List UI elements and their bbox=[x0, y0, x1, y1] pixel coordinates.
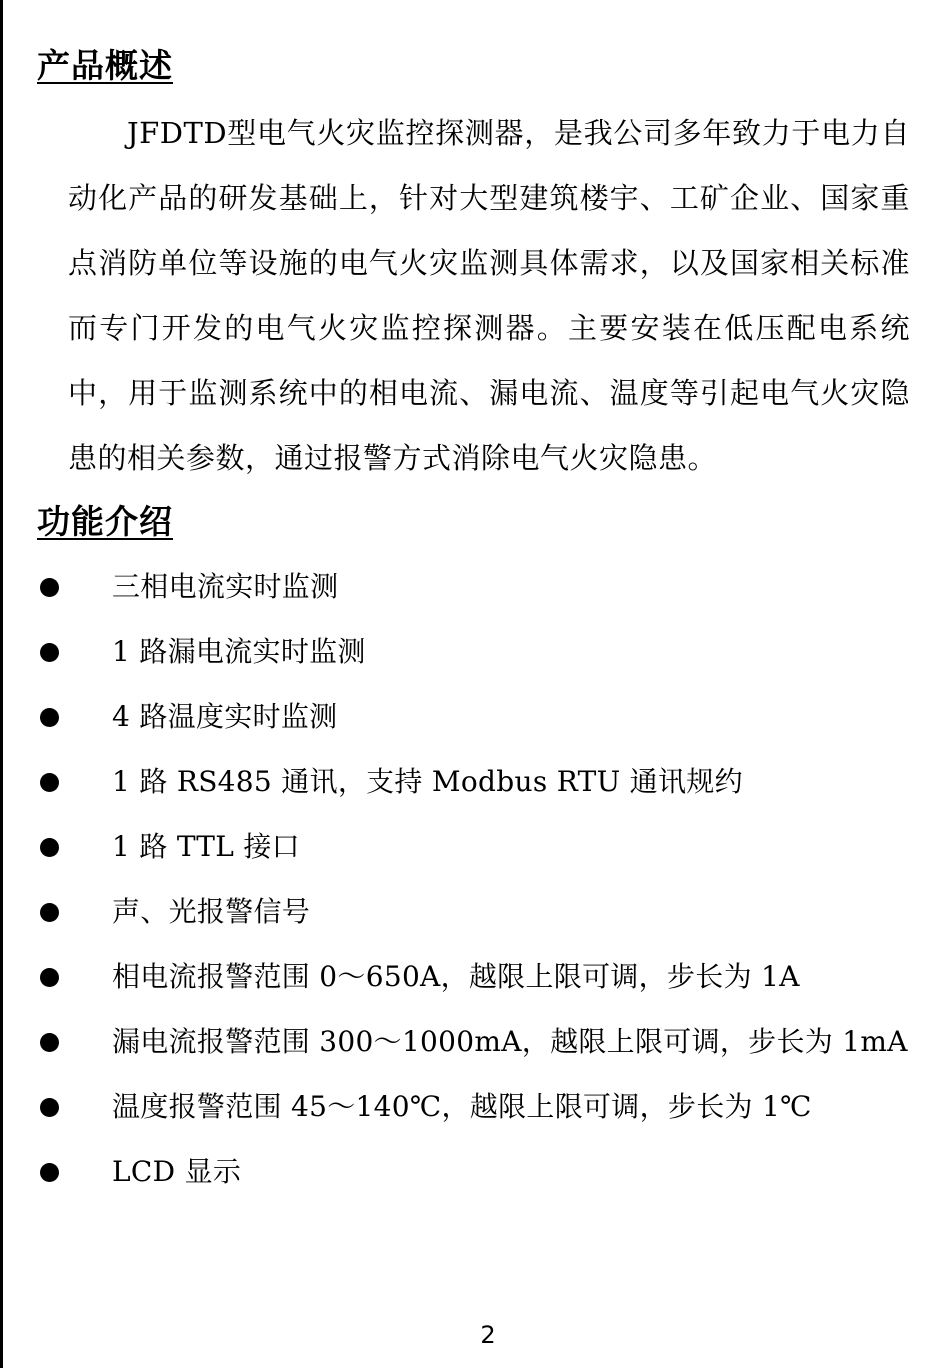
bullet-dot-icon bbox=[40, 708, 59, 727]
page-number: 2 bbox=[480, 1321, 496, 1349]
list-item bbox=[0, 555, 941, 620]
list-item bbox=[0, 1140, 941, 1205]
list-item bbox=[0, 880, 941, 945]
feature-text: 1 路 TTL 接口 bbox=[112, 830, 300, 863]
list-item bbox=[0, 1010, 941, 1075]
bullet-dot-icon bbox=[40, 643, 59, 662]
feature-text: 1 路漏电流实时监测 bbox=[112, 635, 366, 668]
feature-text: 1 路 RS485 通讯，支持 Modbus RTU 通讯规约 bbox=[112, 765, 743, 798]
feature-text: 温度报警范围 45～140℃，越限上限可调，步长为 1℃ bbox=[112, 1090, 812, 1123]
feature-text: 漏电流报警范围 300～1000mA，越限上限可调，步长为 1mA bbox=[112, 1025, 908, 1058]
list-item bbox=[0, 750, 941, 815]
feature-list bbox=[0, 555, 941, 1205]
feature-text: LCD 显示 bbox=[112, 1155, 242, 1188]
bullet-dot-icon bbox=[40, 1098, 59, 1117]
product-overview-heading: 产品概述 bbox=[37, 46, 173, 85]
list-item bbox=[0, 815, 941, 880]
list-item bbox=[0, 945, 941, 1010]
feature-text: 4 路温度实时监测 bbox=[112, 700, 338, 733]
bullet-dot-icon bbox=[40, 968, 59, 987]
features-heading: 功能介绍 bbox=[37, 502, 173, 541]
bullet-dot-icon bbox=[40, 578, 59, 597]
bullet-dot-icon bbox=[40, 1163, 59, 1182]
bullet-dot-icon bbox=[40, 1033, 59, 1052]
list-item bbox=[0, 1075, 941, 1140]
product-overview-paragraph: JFDTD型电气火灾监控探测器，是我公司多年致力于电力自动化产品的研发基础上，针对大型建筑楼宇、工矿企业、国家重点消防单位等设施的电气火灾监测具体需求，以及国家相关标准而专门开发的电气火灾监控探测器。主要安装在低压配电系统中，用于监测系统中的相电流、漏电流、温度等引起电气火灾隐患的相关参数，通过报警方式消除电气火灾隐患。 bbox=[68, 116, 910, 475]
feature-text: 三相电流实时监测 bbox=[112, 570, 339, 603]
bullet-dot-icon bbox=[40, 773, 59, 792]
list-item bbox=[0, 685, 941, 750]
bullet-dot-icon bbox=[40, 838, 59, 857]
feature-text: 声、光报警信号 bbox=[112, 895, 311, 928]
bullet-dot-icon bbox=[40, 903, 59, 922]
list-item bbox=[0, 620, 941, 685]
feature-text: 相电流报警范围 0～650A，越限上限可调，步长为 1A bbox=[112, 960, 800, 993]
